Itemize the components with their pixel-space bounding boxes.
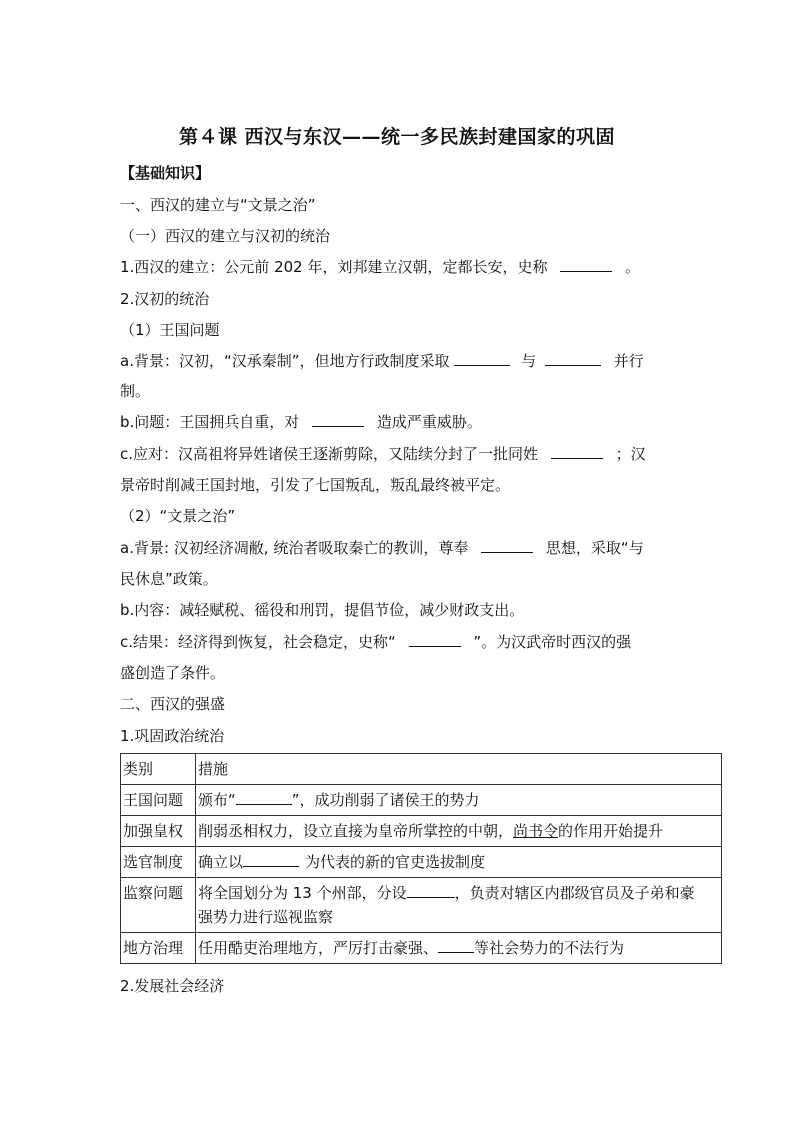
blank-fill[interactable] (481, 537, 533, 553)
text: ，负责对辖区内郡级官员及子弟和豪 (454, 884, 695, 902)
text: ；汉 (615, 445, 646, 463)
subitem-wenjing: （2）“文景之治” (120, 507, 236, 525)
blank-fill[interactable] (407, 882, 455, 898)
blank-fill[interactable] (454, 350, 510, 366)
subheading-1: （一）西汉的建立与汉初的统治 (120, 227, 331, 245)
measures-table (120, 753, 722, 964)
text: 强势力进行巡视监察 (198, 908, 334, 926)
table-row (121, 847, 722, 878)
heading-part-1: 一、西汉的建立与“文景之治” (120, 196, 316, 214)
blank-fill[interactable] (236, 789, 292, 805)
text: 等社会势力的不法行为 (474, 939, 625, 957)
measure-cell (196, 816, 722, 847)
item-western-han-founding (120, 256, 640, 278)
table-row (121, 933, 722, 964)
text: a.背景: 汉初经济凋敝, 统治者吸取秦亡的教训，尊奉 (120, 539, 469, 557)
measure-cell (196, 847, 722, 878)
category-cell: 加强皇权 (121, 816, 196, 847)
item-problem (120, 411, 482, 433)
item-background (120, 350, 644, 372)
category-cell: 王国问题 (121, 785, 196, 816)
text: ”，成功削弱了诸侯王的势力 (291, 791, 480, 809)
text: a.背景：汉初，“汉承秦制”，但地方行政制度采取 (120, 352, 450, 370)
blank-fill[interactable] (312, 411, 364, 427)
text: c.应对：汉高祖将异姓诸侯王逐渐剪除，又陆续分封了一批同姓 (120, 445, 539, 463)
blank-fill[interactable] (409, 631, 461, 647)
text: b.问题：王国拥兵自重，对 (120, 413, 300, 431)
text: 1.西汉的建立：公元前 202 年，刘邦建立汉朝，定都长安，史称 (120, 258, 548, 276)
item-wenjing-background-cont: 民休息”政策。 (120, 570, 218, 588)
text: 与 (521, 352, 537, 370)
measure-cell (196, 933, 722, 964)
item-wenjing-background (120, 537, 644, 559)
item-background-cont: 制。 (120, 382, 151, 400)
blank-fill[interactable] (243, 851, 299, 867)
blank-fill[interactable] (438, 937, 474, 953)
category-cell: 地方治理 (121, 933, 196, 964)
item-response (120, 443, 646, 465)
category-cell: 监察问题 (121, 878, 196, 933)
section-header: 【基础知识】 (120, 164, 211, 182)
category-cell: 选官制度 (121, 847, 196, 878)
measure-cell (196, 785, 722, 816)
table-row (121, 785, 722, 816)
table-header-row (121, 754, 722, 785)
text: 并行 (613, 352, 644, 370)
table-header-cell: 措施 (196, 754, 722, 785)
text: ”。为汉武帝时西汉的强 (473, 633, 632, 651)
item-wenjing-result (120, 631, 631, 653)
lesson-title: 第４课 西汉与东汉——统一多民族封建国家的巩固 (178, 126, 616, 148)
text: 造成严重威胁。 (376, 413, 482, 431)
text: 将全国划分为 13 个州部，分设 (198, 884, 407, 902)
text: 削弱丞相权力，设立直接为皇帝所掌控的中朝， (198, 822, 514, 840)
text: c.结果：经济得到恢复，社会稳定，史称“ (120, 633, 396, 651)
subheading-economy: 2.发展社会经济 (120, 977, 225, 995)
table-header-cell: 类别 (121, 754, 196, 785)
text: 的作用开始提升 (558, 822, 664, 840)
heading-part-2: 二、西汉的强盛 (120, 695, 226, 713)
item-wenjing-result-cont: 盛创造了条件。 (120, 664, 226, 682)
blank-fill[interactable] (545, 350, 601, 366)
item-wenjing-content: b.内容：减轻赋税、徭役和刑罚，提倡节俭，减少财政支出。 (120, 601, 525, 619)
text: 为代表的新的官吏选拔制度 (305, 853, 486, 871)
item-early-han-rule: 2.汉初的统治 (120, 290, 210, 308)
text: 任用酷吏治理地方，严厉打击豪强、 (198, 939, 439, 957)
text: 确立以 (198, 853, 244, 871)
text: 思想，采取“与 (545, 539, 644, 557)
subheading-consolidate: 1.巩固政治统治 (120, 727, 225, 745)
item-response-cont: 景帝时削减王国封地，引发了七国叛乱，叛乱最终被平定。 (120, 476, 511, 494)
table-row (121, 878, 722, 933)
measure-cell (196, 878, 722, 933)
text: 。 (625, 258, 641, 276)
blank-fill[interactable] (560, 256, 612, 272)
table-row (121, 816, 722, 847)
underlined-term: 尚书令 (513, 822, 559, 840)
blank-fill[interactable] (551, 443, 603, 459)
text: 颁布“ (198, 791, 236, 809)
subitem-kingdom-problem: （1）王国问题 (120, 321, 220, 339)
